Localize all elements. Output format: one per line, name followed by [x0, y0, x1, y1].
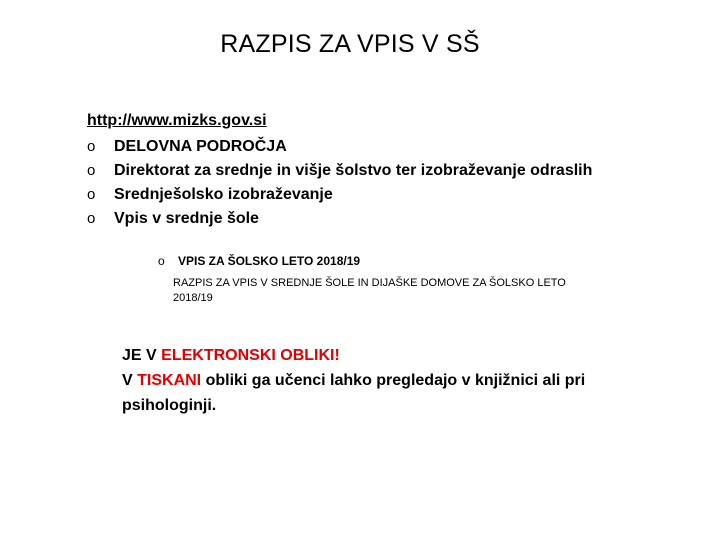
- bullet-item: [87, 186, 592, 210]
- bullet-marker: o: [87, 186, 96, 203]
- bullet-marker: o: [87, 210, 96, 227]
- slide-title: RAZPIS ZA VPIS V SŠ: [220, 30, 480, 58]
- bullet-text: Srednješolsko izobraževanje: [114, 186, 333, 203]
- sub-bullet-text: VPIS ZA ŠOLSKO LETO 2018/19: [178, 254, 361, 268]
- callout: [122, 343, 642, 418]
- bullet-marker: o: [87, 162, 96, 179]
- bullet-marker: o: [87, 138, 96, 155]
- sub-bullet-marker: o: [158, 254, 165, 268]
- printed-highlight: TISKANI: [137, 372, 202, 389]
- bullet-list: [87, 138, 592, 234]
- sub-bullet-item: [158, 254, 360, 268]
- callout-line-printed: [122, 368, 642, 418]
- bullet-text: DELOVNA PODROČJA: [114, 138, 287, 155]
- callout-line2-suffix: obliki ga učenci lahko pregledajo v knjižnici ali pri psihologinji.: [122, 372, 586, 414]
- bullet-item: [87, 138, 592, 162]
- bullet-text: Direktorat za srednje in višje šolstvo ter izobraževanje odraslih: [114, 162, 593, 179]
- bullet-item: [87, 162, 592, 186]
- callout-line1-prefix: JE V: [122, 347, 162, 364]
- callout-line2-prefix: V: [122, 372, 138, 389]
- bullet-item: [87, 210, 592, 234]
- electronic-highlight: ELEKTRONSKI OBLIKI!: [161, 347, 340, 364]
- bullet-text: Vpis v srednje šole: [114, 210, 259, 227]
- mizks-link[interactable]: http://www.mizks.gov.si: [87, 112, 267, 129]
- callout-line-electronic: [122, 343, 642, 368]
- enrollment-note: RAZPIS ZA VPIS V SREDNJE ŠOLE IN DIJAŠKE DOMOVE ZA ŠOLSKO LETO 2018/19: [173, 277, 566, 304]
